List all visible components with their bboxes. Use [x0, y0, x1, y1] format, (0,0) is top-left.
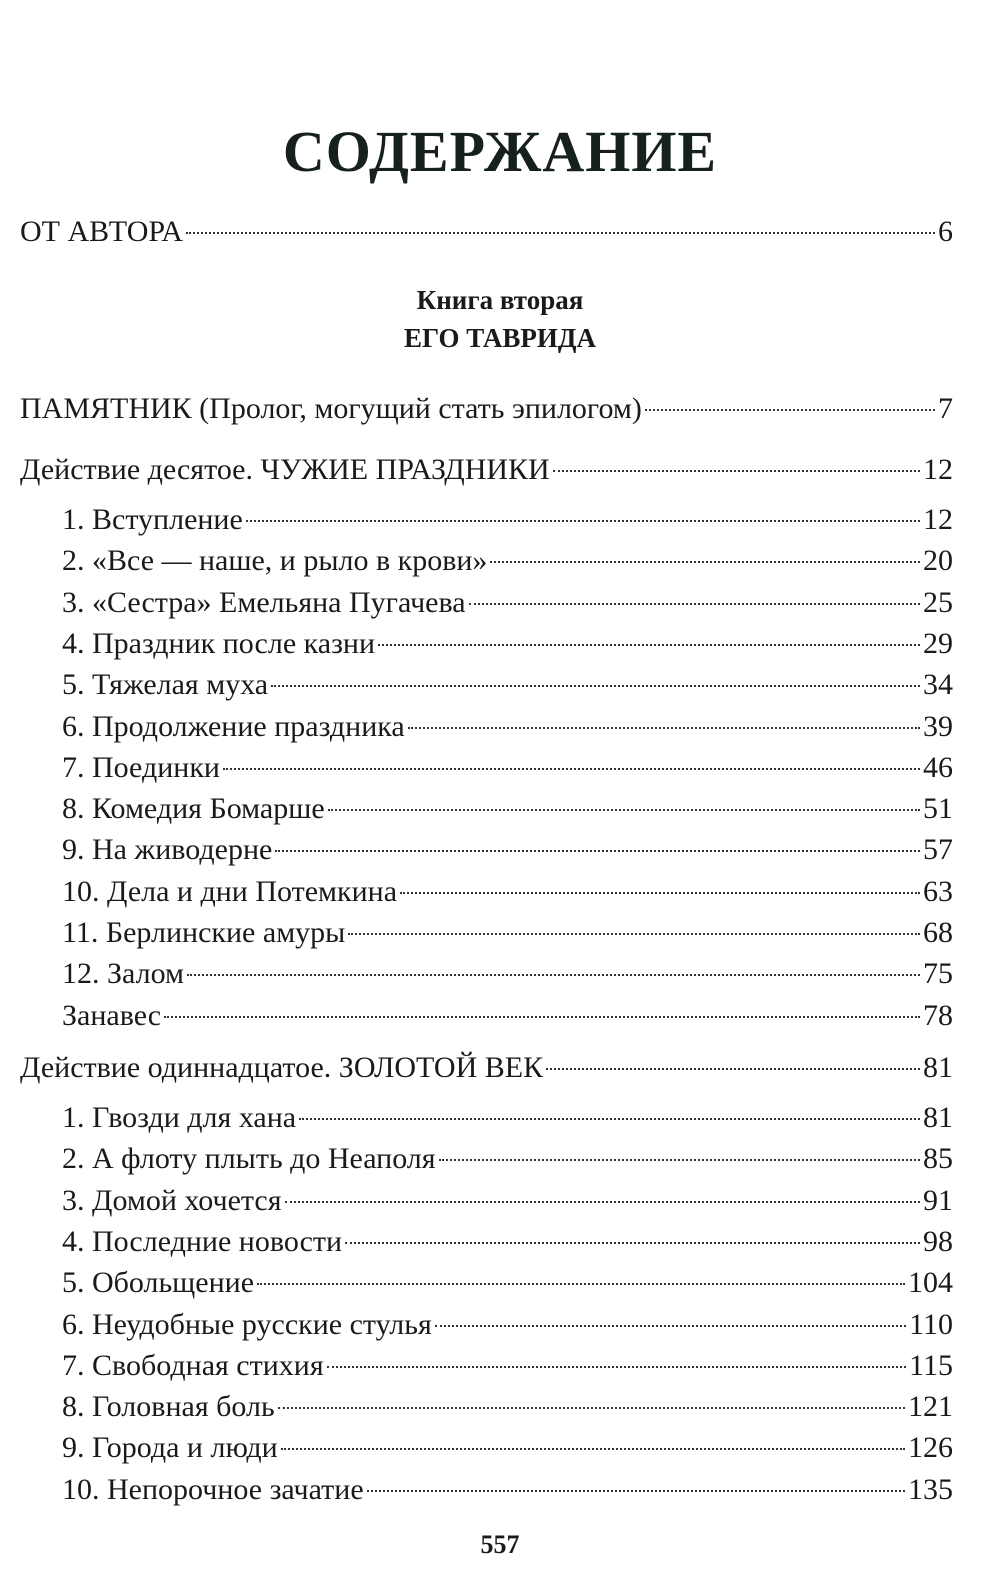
toc-entry-act11[interactable]	[20, 1048, 953, 1088]
toc-entry-page: 25	[923, 585, 953, 619]
toc-entry-label: 11. Берлинские амуры	[62, 916, 346, 949]
toc-entry-label: 9. На живодерне	[62, 833, 273, 867]
toc-entry-page: 78	[923, 998, 953, 1032]
toc-entry-label: 1. Вступление	[62, 503, 243, 536]
toc-entry-page: 7	[938, 392, 953, 425]
toc-chapter-entry[interactable]	[62, 1387, 953, 1427]
toc-chapter-entry[interactable]	[62, 830, 953, 870]
toc-entry-label: 7. Поединки	[62, 750, 220, 784]
toc-entry-page: 39	[923, 709, 953, 743]
toc-entry-label: 6. Неудобные русские стулья	[62, 1307, 432, 1341]
toc-entry-page: 75	[923, 957, 953, 991]
toc-entry-label: Занавес	[62, 998, 162, 1032]
page-number: 557	[480, 1530, 520, 1559]
toc-chapter-entry[interactable]	[62, 624, 953, 664]
toc-entry-page: 68	[923, 916, 953, 949]
dot-leader	[299, 1118, 920, 1120]
toc-chapter-entry[interactable]	[62, 872, 953, 912]
toc-entry-act10[interactable]	[20, 450, 953, 490]
dot-leader	[400, 892, 920, 894]
dot-leader	[345, 1242, 920, 1244]
toc-entry-label: 5. Тяжелая муха	[62, 668, 269, 702]
dot-leader	[281, 1448, 905, 1450]
toc-entry-page: 104	[908, 1266, 953, 1300]
toc-entry-label: 3. «Сестра» Емельяна Пугачева	[62, 585, 466, 619]
toc-chapter-entry[interactable]	[62, 541, 953, 581]
dot-leader	[186, 232, 935, 234]
toc-chapter-entry[interactable]	[62, 1305, 953, 1345]
toc-chapter-entry[interactable]	[62, 1346, 953, 1386]
book-subtitle: Книга вторая	[416, 285, 584, 315]
toc-entry-page: 91	[923, 1183, 953, 1217]
toc-entry-label: 8. Комедия Бомарше	[62, 792, 325, 826]
dot-leader	[645, 409, 935, 411]
dot-leader	[490, 561, 920, 563]
toc-entry-page: 121	[908, 1390, 953, 1424]
toc-entry-label: 2. А флоту плыть до Неаполя	[62, 1142, 436, 1176]
toc-entry-label: 4. Последние новости	[62, 1224, 343, 1258]
toc-entry-page: 57	[923, 833, 953, 867]
toc-chapter-entry[interactable]	[62, 583, 953, 623]
toc-chapter-entry[interactable]	[62, 996, 953, 1036]
dot-leader	[439, 1159, 920, 1161]
toc-entry-label: 10. Дела и дни Потемкина	[62, 874, 398, 908]
toc-entry-page: 63	[923, 874, 953, 908]
toc-entry-page: 6	[938, 215, 953, 248]
toc-entry-label: 4. Праздник после казни	[62, 626, 376, 660]
toc-entry-label: Действие десятое. ЧУЖИЕ ПРАЗДНИКИ	[20, 453, 550, 486]
toc-entry-page: 51	[923, 792, 953, 826]
toc-entry-label: 6. Продолжение праздника	[62, 709, 405, 743]
toc-chapter-entry[interactable]	[62, 707, 953, 747]
dot-leader	[408, 727, 920, 729]
dot-leader	[223, 768, 920, 770]
toc-entry-page: 12	[923, 503, 953, 536]
toc-chapter-entry[interactable]	[62, 1181, 953, 1221]
toc-entry-label: 2. «Все — наше, и рыло в крови»	[62, 544, 488, 578]
toc-entry-label: Действие одиннадцатое. ЗОЛОТОЙ ВЕК	[20, 1051, 544, 1084]
toc-chapter-entry[interactable]	[62, 665, 953, 705]
dot-leader	[348, 933, 920, 935]
dot-leader	[246, 520, 920, 522]
dot-leader	[328, 809, 920, 811]
toc-entry-page: 115	[909, 1348, 953, 1382]
toc-chapter-entry[interactable]	[62, 789, 953, 829]
dot-leader	[285, 1201, 920, 1203]
toc-entry-page: 81	[923, 1051, 953, 1084]
toc-entry-page: 135	[908, 1472, 953, 1506]
toc-entry-label: 10. Непорочное зачатие	[62, 1472, 364, 1506]
toc-entry-page: 110	[909, 1307, 953, 1341]
toc-entry-label: 9. Города и люди	[62, 1431, 278, 1465]
toc-chapter-entry[interactable]	[62, 1139, 953, 1179]
toc-entry-page: 85	[923, 1142, 953, 1176]
toc-chapter-entry[interactable]	[62, 913, 953, 953]
dot-leader	[435, 1325, 906, 1327]
toc-entry-label: 12. Залом	[62, 957, 184, 991]
toc-entry-label: ПАМЯТНИК (Пролог, могущий стать эпилогом)	[20, 392, 642, 425]
toc-entry-page: 81	[923, 1101, 953, 1134]
page-title: СОДЕРЖАНИЕ	[282, 119, 718, 184]
toc-chapter-entry[interactable]	[62, 1098, 953, 1138]
dot-leader	[275, 850, 920, 852]
toc-entry-page: 20	[923, 544, 953, 578]
toc-entry-page: 12	[923, 453, 953, 486]
toc-entry-page: 98	[923, 1224, 953, 1258]
toc-chapter-entry[interactable]	[62, 1470, 953, 1510]
toc-entry-page: 29	[923, 626, 953, 660]
toc-entry-page: 126	[908, 1431, 953, 1465]
dot-leader	[469, 603, 920, 605]
toc-chapter-entry[interactable]	[62, 500, 953, 540]
toc-chapter-entry[interactable]	[62, 1428, 953, 1468]
toc-chapter-entry[interactable]	[62, 1263, 953, 1303]
toc-entry-foreword[interactable]	[20, 212, 953, 252]
dot-leader	[187, 974, 920, 976]
dot-leader	[278, 1407, 905, 1409]
dot-leader	[367, 1490, 905, 1492]
dot-leader	[257, 1283, 905, 1285]
toc-chapter-entry[interactable]	[62, 1222, 953, 1262]
toc-chapter-entry[interactable]	[62, 954, 953, 994]
toc-entry-page: 34	[923, 668, 953, 702]
toc-entry-label: 3. Домой хочется	[62, 1183, 282, 1217]
book-title: ЕГО ТАВРИДА	[403, 323, 596, 353]
toc-entry-label: 8. Головная боль	[62, 1390, 275, 1424]
dot-leader	[327, 1366, 906, 1368]
toc-entry-prologue[interactable]	[20, 389, 953, 429]
toc-entry-page: 46	[923, 750, 953, 784]
toc-entry-label: ОТ АВТОРА	[20, 215, 183, 248]
dot-leader	[164, 1016, 920, 1018]
dot-leader	[378, 644, 920, 646]
dot-leader	[553, 470, 920, 472]
toc-entry-label: 5. Обольщение	[62, 1266, 255, 1300]
toc-chapter-entry[interactable]	[62, 748, 953, 788]
dot-leader	[271, 685, 920, 687]
toc-entry-label: 1. Гвозди для хана	[62, 1101, 297, 1134]
toc-entry-label: 7. Свободная стихия	[62, 1348, 324, 1382]
dot-leader	[546, 1068, 920, 1070]
